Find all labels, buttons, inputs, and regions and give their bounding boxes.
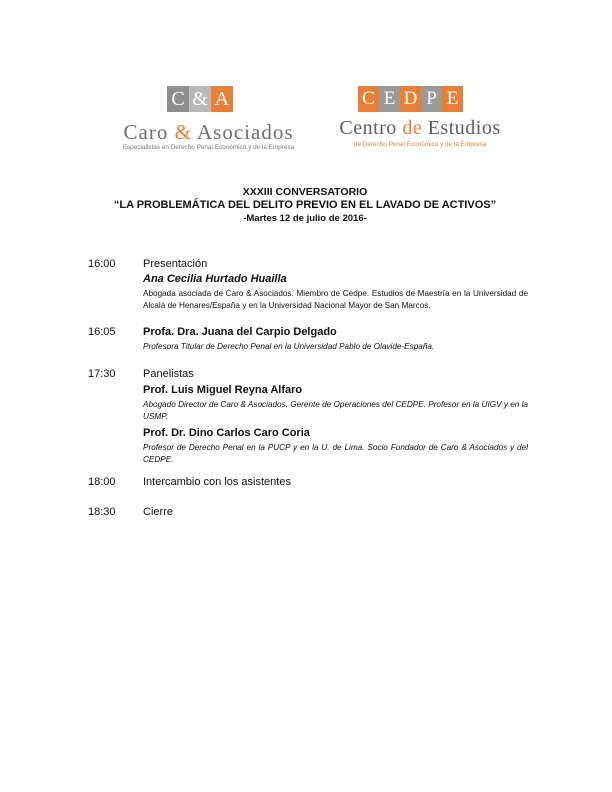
caro-logo-block-a: A <box>211 86 233 112</box>
caro-logo-block-c: C <box>167 86 189 112</box>
caro-logo-name <box>106 120 311 145</box>
cedpe-logo-name-right: Estudios <box>422 117 501 139</box>
panelist-name: Prof. Luis Miguel Reyna Alfaro <box>143 384 303 396</box>
program-item-presentacion <box>143 258 528 312</box>
caro-logo-block-amp: & <box>189 86 211 112</box>
program-item-cierre: Cierre <box>143 506 173 518</box>
event-date: -Martes 12 de julio de 2016- <box>243 213 367 224</box>
panelist-bio: Abogado Director de Caro & Asociados. Gerente de Operaciones del CEDPE. Profesor en la UIGV y en la USMP. <box>143 400 528 421</box>
cedpe-logo-name-left: Centro <box>339 117 403 139</box>
program-time-1830: 18:30 <box>88 506 116 518</box>
panelist-bio: Profesor de Derecho Penal en la PUCP y en la U. de Lima. Socio Fundador de Caro & Asociados y del CEDPE. <box>143 443 528 464</box>
program-label: Panelistas <box>143 368 194 380</box>
cedpe-logo-blocks <box>358 86 463 112</box>
cedpe-logo-block-p: P <box>421 86 442 112</box>
event-title: “LA PROBLEMÁTICA DEL DELITO PREVIO EN EL LAVADO DE ACTIVOS” <box>113 199 497 211</box>
caro-asociados-logo <box>106 86 311 152</box>
event-heading <box>100 186 510 225</box>
cedpe-logo-block-d: D <box>400 86 421 112</box>
speaker-bio: Abogada asociada de Caro & Asociados. Miembro de Cedpe. Estudios de Maestría en la Universidad de Alcalá de Henares/España y en la Universidad Nacional Mayor de San Marcos. <box>143 289 528 310</box>
cedpe-logo-block-e: E <box>379 86 400 112</box>
program-time-1600: 16:00 <box>88 258 116 270</box>
cedpe-logo-block-e2: E <box>442 86 463 112</box>
program-item-ponencia <box>143 326 528 353</box>
panelist-name: Prof. Dr. Dino Carlos Caro Coria <box>143 427 310 439</box>
speaker-bio: Profesora Titular de Derecho Penal en la Universidad Pablo de Olavide-España. <box>143 342 435 351</box>
caro-logo-name-left: Caro <box>123 120 175 144</box>
cedpe-logo-name <box>322 117 518 140</box>
cedpe-logo-block-c: C <box>358 86 379 112</box>
caro-logo-name-right: Asociados <box>191 120 294 144</box>
speaker-name: Profa. Dra. Juana del Carpio Delgado <box>143 326 337 338</box>
cedpe-logo-name-de: de <box>402 117 423 139</box>
program-time-1730: 17:30 <box>88 368 116 380</box>
program-label: Presentación <box>143 258 208 270</box>
cedpe-logo-subtitle: de Derecho Penal Económico y de la Empresa <box>353 141 487 148</box>
event-series: XXXIII CONVERSATORIO <box>242 186 368 198</box>
program-time-1800: 18:00 <box>88 476 116 488</box>
program-time-1605: 16:05 <box>88 326 116 338</box>
program-item-intercambio: Intercambio con los asistentes <box>143 476 291 488</box>
speaker-name: Ana Cecilia Hurtado Huailla <box>143 273 287 285</box>
caro-logo-blocks <box>167 86 233 112</box>
caro-logo-subtitle: Especialistas en Derecho Penal Económico y de la Empresa <box>122 144 295 151</box>
caro-logo-name-amp: & <box>174 120 192 144</box>
program-item-panelistas <box>143 368 528 466</box>
cedpe-logo <box>322 86 518 152</box>
